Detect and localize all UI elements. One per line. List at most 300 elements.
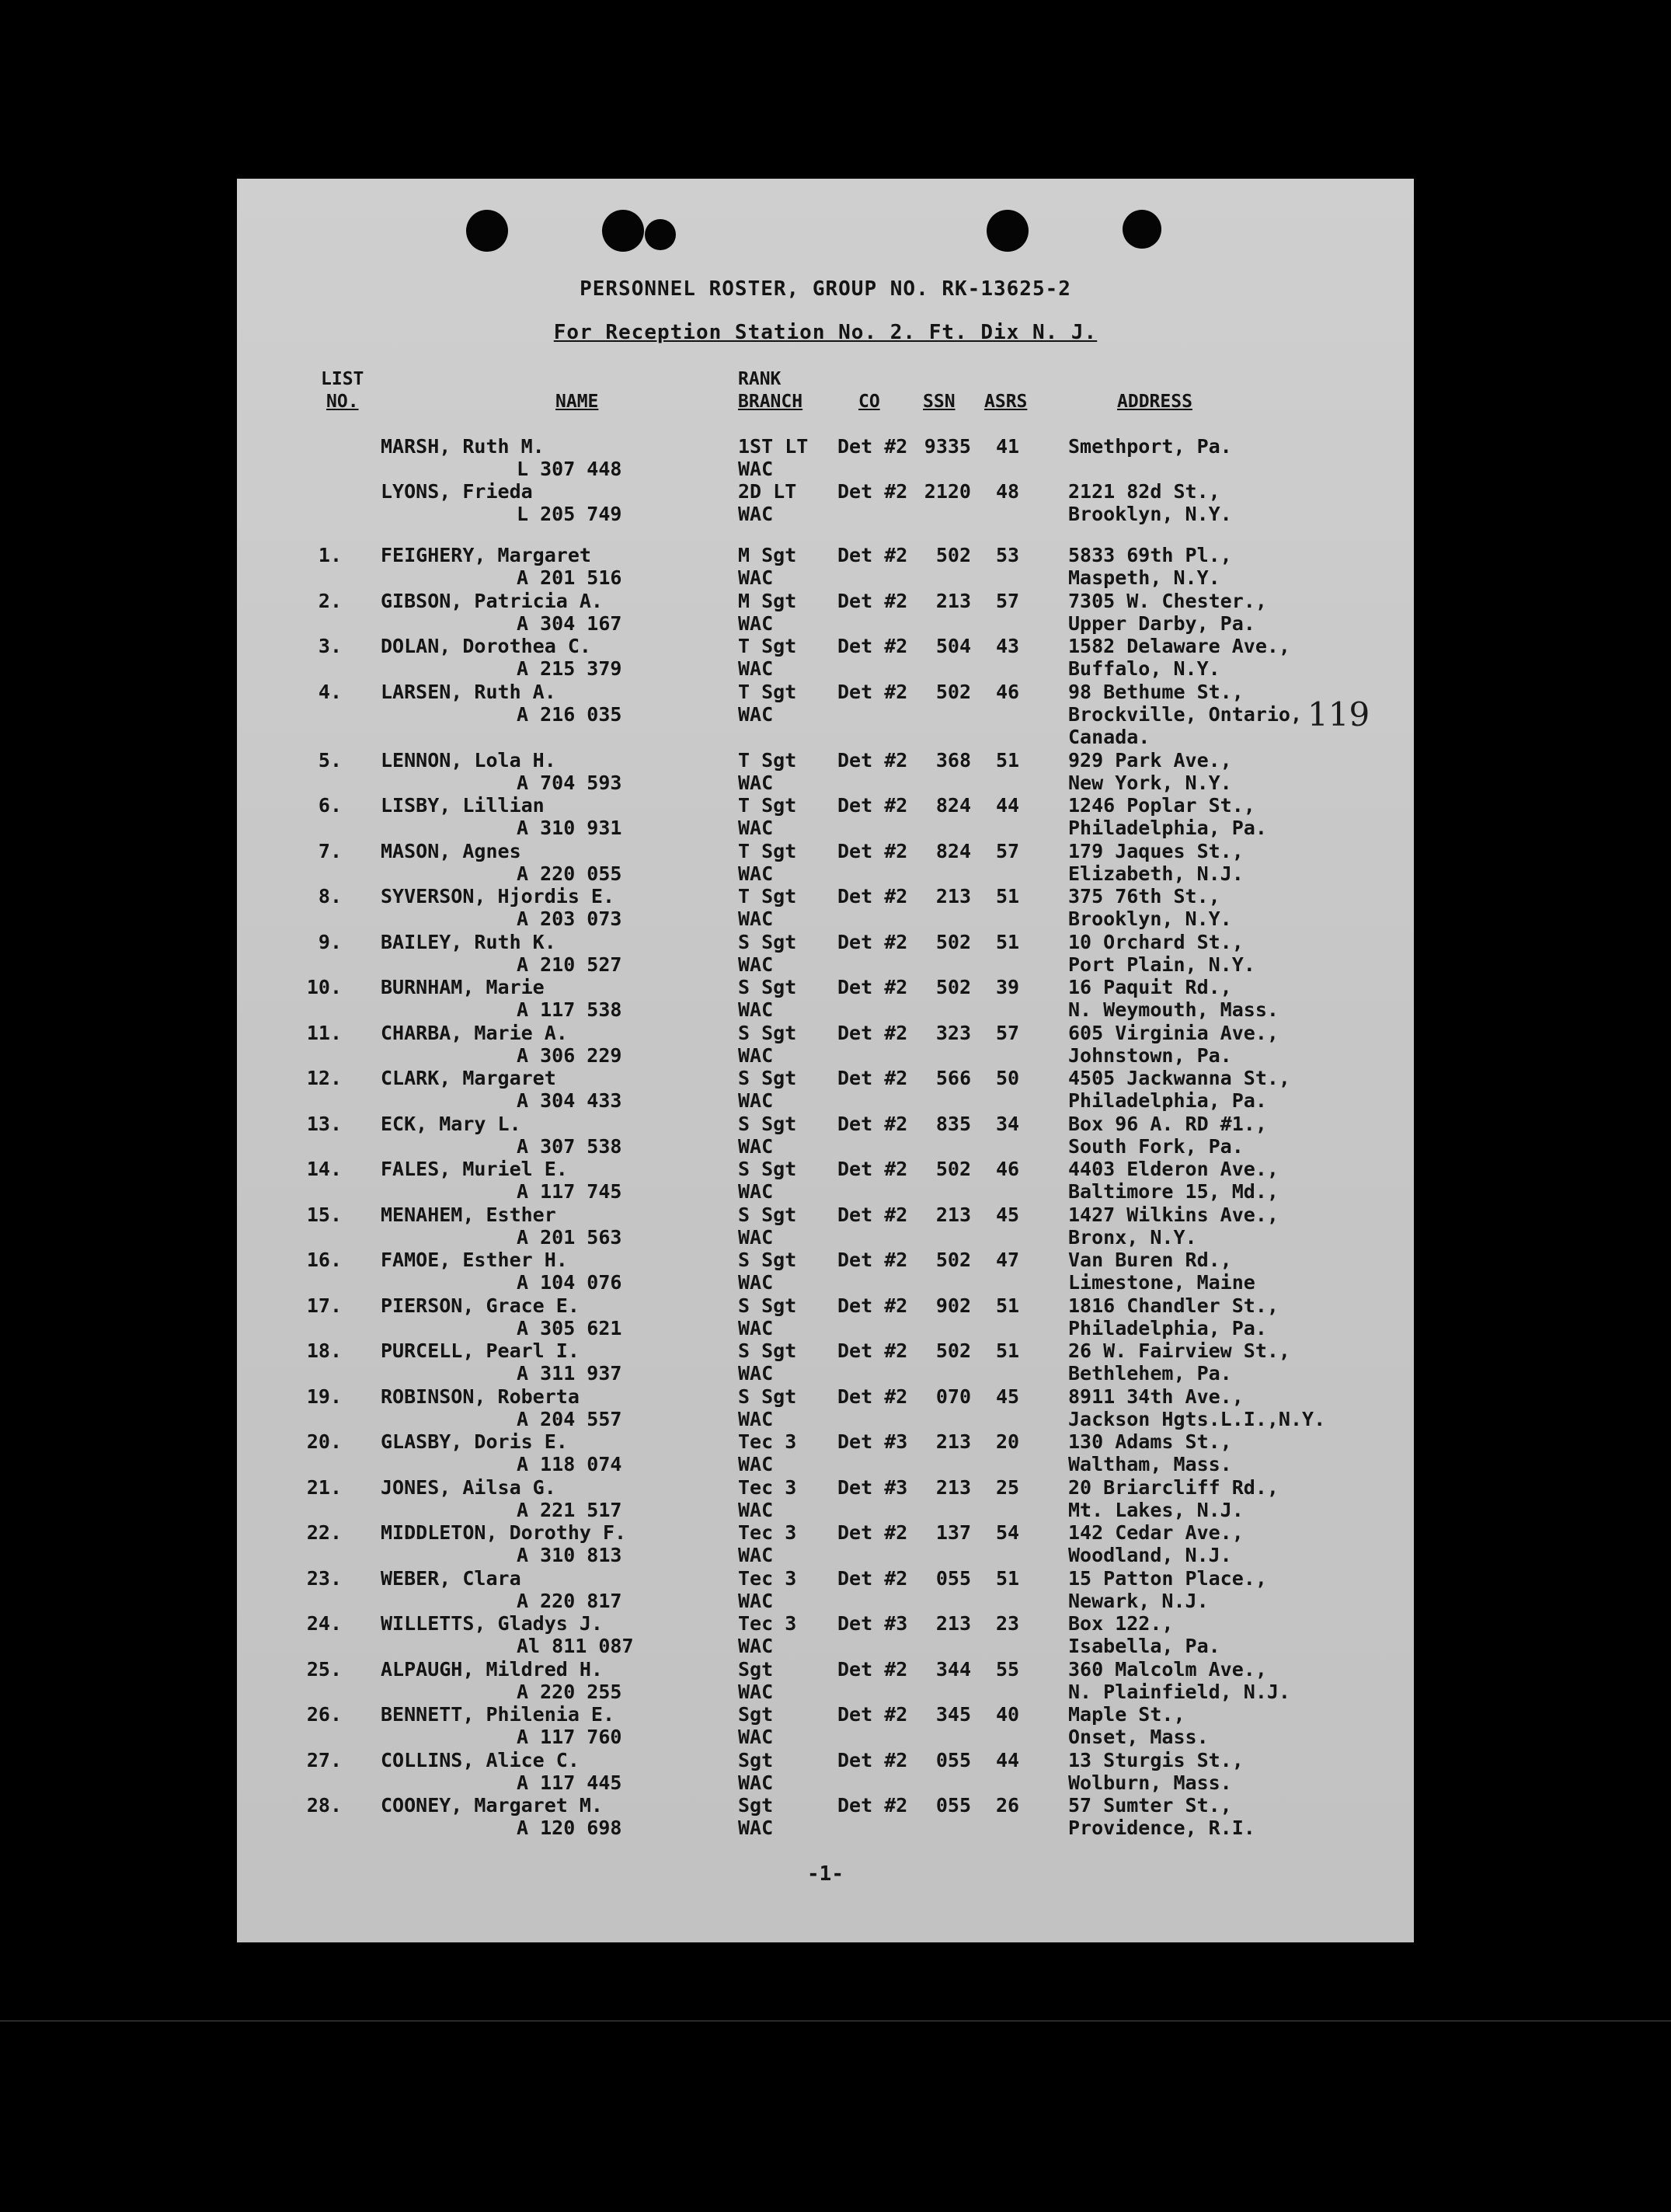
list-number: 11.	[306, 1021, 342, 1044]
rank: 1ST LT	[738, 435, 809, 458]
asrs-score: 46	[996, 1158, 1020, 1180]
company: Det #2	[837, 1294, 908, 1317]
asrs-score: 39	[996, 976, 1020, 998]
serial-number: A 221 517	[517, 1498, 622, 1521]
punch-hole	[466, 210, 508, 252]
address-line-1: 1582 Delaware Ave.,	[1068, 635, 1290, 657]
branch: WAC	[738, 1362, 774, 1385]
roster-row	[237, 1022, 1414, 1067]
serial-number: A 307 538	[517, 1134, 622, 1158]
rank: Tec 3	[738, 1475, 797, 1499]
list-number: 18.	[306, 1339, 342, 1362]
company: Det #2	[837, 976, 908, 998]
ssn: 502	[935, 1339, 971, 1362]
branch: WAC	[738, 1316, 774, 1339]
address-line-1: 130 Adams St.,	[1068, 1430, 1232, 1453]
asrs-score: 41	[996, 435, 1020, 458]
ssn: 070	[935, 1385, 971, 1408]
person-name: ROBINSON, Roberta	[381, 1385, 580, 1408]
serial-number: A 704 593	[517, 771, 622, 794]
serial-number: A 220 055	[517, 862, 622, 885]
company: Det #2	[837, 1703, 908, 1726]
branch: WAC	[738, 702, 774, 726]
person-name: LENNON, Lola H.	[381, 748, 556, 772]
address-line-2: Maspeth, N.Y.	[1068, 566, 1220, 589]
list-number: 24.	[306, 1612, 342, 1635]
punch-hole	[602, 210, 644, 252]
ssn: 213	[935, 1430, 971, 1453]
roster-row	[237, 1113, 1414, 1158]
company: Det #2	[837, 635, 908, 657]
serial-number: L 307 448	[517, 458, 622, 480]
person-name: LISBY, Lillian	[381, 794, 545, 817]
address-line-1: Box 96 A. RD #1.,	[1068, 1112, 1267, 1135]
asrs-score: 51	[996, 1294, 1020, 1317]
address-line-2: Brooklyn, N.Y.	[1068, 503, 1232, 525]
serial-number: A 201 516	[517, 566, 622, 589]
header-name: NAME	[555, 392, 599, 412]
ssn: 055	[935, 1748, 971, 1771]
rank: Tec 3	[738, 1566, 797, 1590]
ssn: 213	[935, 1612, 971, 1635]
header-no: NO.	[326, 392, 359, 412]
asrs-score: 40	[996, 1703, 1020, 1726]
roster-row	[237, 1476, 1414, 1521]
company: Det #2	[837, 435, 908, 458]
address-line-1: Box 122.,	[1068, 1612, 1174, 1635]
rank: T Sgt	[738, 794, 797, 817]
person-name: ECK, Mary L.	[381, 1112, 521, 1135]
header-branch: BRANCH	[738, 392, 803, 412]
branch: WAC	[738, 1771, 774, 1794]
ssn: 502	[935, 1158, 971, 1180]
roster-row	[237, 1339, 1414, 1385]
header-ssn: SSN	[923, 392, 956, 412]
branch: WAC	[738, 458, 774, 480]
roster-row	[237, 931, 1414, 976]
serial-number: A 104 076	[517, 1271, 622, 1294]
address-line-2: New York, N.Y.	[1068, 771, 1232, 794]
list-number: 7.	[318, 839, 342, 862]
branch: WAC	[738, 1225, 774, 1249]
serial-number: A 220 255	[517, 1680, 622, 1703]
list-number: 13.	[306, 1112, 342, 1135]
company: Det #2	[837, 839, 908, 862]
company: Det #2	[837, 1021, 908, 1044]
punch-hole	[645, 219, 676, 250]
person-name: LYONS, Frieda	[381, 480, 533, 503]
roster-row	[237, 1204, 1414, 1249]
ssn: 902	[935, 1294, 971, 1317]
rank: S Sgt	[738, 930, 797, 953]
person-name: MIDDLETON, Dorothy F.	[381, 1521, 627, 1544]
asrs-score: 51	[996, 748, 1020, 772]
rank: M Sgt	[738, 544, 797, 566]
list-number: 19.	[306, 1385, 342, 1408]
person-name: SYVERSON, Hjordis E.	[381, 885, 615, 907]
branch: WAC	[738, 1407, 774, 1430]
serial-number: A 117 745	[517, 1180, 622, 1203]
company: Det #3	[837, 1612, 908, 1635]
roster-row	[237, 976, 1414, 1021]
list-number: 26.	[306, 1703, 342, 1726]
serial-number: A 216 035	[517, 702, 622, 726]
ssn: 368	[935, 748, 971, 772]
address-line-1: 360 Malcolm Ave.,	[1068, 1657, 1267, 1681]
branch: WAC	[738, 1043, 774, 1067]
rank: S Sgt	[738, 1112, 797, 1135]
list-number: 15.	[306, 1203, 342, 1226]
company: Det #2	[837, 589, 908, 612]
person-name: FEIGHERY, Margaret	[381, 544, 591, 566]
rank: S Sgt	[738, 1158, 797, 1180]
address-line-2: Brooklyn, N.Y.	[1068, 907, 1232, 930]
address-line-1: 142 Cedar Ave.,	[1068, 1521, 1244, 1544]
serial-number: A 310 931	[517, 817, 622, 839]
branch: WAC	[738, 1817, 774, 1839]
person-name: GIBSON, Patricia A.	[381, 589, 603, 612]
rank: Sgt	[738, 1794, 774, 1817]
address-line-1: 605 Virginia Ave.,	[1068, 1021, 1279, 1044]
asrs-score: 44	[996, 794, 1020, 817]
person-name: COONEY, Margaret M.	[381, 1794, 603, 1817]
person-name: GLASBY, Doris E.	[381, 1430, 568, 1453]
person-name: MARSH, Ruth M.	[381, 435, 545, 458]
company: Det #2	[837, 1067, 908, 1089]
ssn: 502	[935, 680, 971, 703]
company: Det #2	[837, 1794, 908, 1817]
roster-row	[237, 1567, 1414, 1612]
person-name: LARSEN, Ruth A.	[381, 680, 556, 703]
company: Det #2	[837, 1339, 908, 1362]
address-line-1: 1427 Wilkins Ave.,	[1068, 1203, 1279, 1226]
address-line-2: Wolburn, Mass.	[1068, 1771, 1232, 1794]
roster-row	[237, 1794, 1414, 1839]
company: Det #2	[837, 748, 908, 772]
address-line-2: Philadelphia, Pa.	[1068, 817, 1267, 839]
branch: WAC	[738, 817, 774, 839]
rank: T Sgt	[738, 839, 797, 862]
address-line-2: Port Plain, N.Y.	[1068, 953, 1255, 976]
rank: S Sgt	[738, 1021, 797, 1044]
company: Det #2	[837, 1385, 908, 1408]
address-line-1: 4505 Jackwanna St.,	[1068, 1067, 1290, 1089]
person-name: BENNETT, Philenia E.	[381, 1703, 615, 1726]
address-line-1: 98 Bethume St.,	[1068, 680, 1244, 703]
company: Det #2	[837, 794, 908, 817]
serial-number: Al 811 087	[517, 1635, 634, 1657]
address-line-1: Maple St.,	[1068, 1703, 1185, 1726]
rank: Tec 3	[738, 1521, 797, 1544]
list-number: 3.	[318, 635, 342, 657]
person-name: WILLETTS, Gladys J.	[381, 1612, 603, 1635]
company: Det #2	[837, 1566, 908, 1590]
roster-subtitle: For Reception Station No. 2. Ft. Dix N. J.	[553, 321, 1098, 344]
branch: WAC	[738, 1180, 774, 1203]
address-line-1: 57 Sumter St.,	[1068, 1794, 1232, 1817]
address-line-2: Providence, R.I.	[1068, 1817, 1255, 1839]
header-rank: RANK	[738, 369, 782, 389]
list-number: 21.	[306, 1475, 342, 1499]
serial-number: A 220 817	[517, 1589, 622, 1612]
asrs-score: 20	[996, 1430, 1020, 1453]
company: Det #3	[837, 1430, 908, 1453]
asrs-score: 53	[996, 544, 1020, 566]
serial-number: A 118 074	[517, 1453, 622, 1475]
address-line-2: N. Plainfield, N.J.	[1068, 1680, 1290, 1703]
ssn: 2120	[924, 480, 971, 503]
roster-row	[237, 840, 1414, 885]
person-name: DOLAN, Dorothea C.	[381, 635, 591, 657]
company: Det #2	[837, 885, 908, 907]
serial-number: A 203 073	[517, 907, 622, 930]
branch: WAC	[738, 1726, 774, 1748]
company: Det #2	[837, 1249, 908, 1271]
serial-number: A 210 527	[517, 953, 622, 976]
address-line-2: Philadelphia, Pa.	[1068, 1316, 1267, 1339]
header-list: LIST	[321, 369, 364, 389]
address-line-2: Waltham, Mass.	[1068, 1453, 1232, 1475]
roster-row	[237, 1294, 1414, 1339]
rank: Sgt	[738, 1748, 774, 1771]
person-name: PIERSON, Grace E.	[381, 1294, 580, 1317]
rank: T Sgt	[738, 885, 797, 907]
serial-number: A 215 379	[517, 657, 622, 680]
company: Det #2	[837, 1521, 908, 1544]
list-number: 9.	[318, 930, 342, 953]
person-name: FAMOE, Esther H.	[381, 1249, 568, 1271]
roster-title: PERSONNEL ROSTER, GROUP NO. RK-13625-2	[580, 277, 1071, 301]
address-line-1: Van Buren Rd.,	[1068, 1249, 1232, 1271]
serial-number: A 304 167	[517, 611, 622, 635]
list-number: 28.	[306, 1794, 342, 1817]
serial-number: A 117 760	[517, 1726, 622, 1748]
roster-row	[237, 1749, 1414, 1794]
address-line-1: 7305 W. Chester.,	[1068, 589, 1267, 612]
company: Det #2	[837, 480, 908, 503]
company: Det #2	[837, 1158, 908, 1180]
asrs-score: 43	[996, 635, 1020, 657]
branch: WAC	[738, 1544, 774, 1566]
list-number: 5.	[318, 748, 342, 772]
asrs-score: 25	[996, 1475, 1020, 1499]
list-number: 8.	[318, 885, 342, 907]
address-line-2: Baltimore 15, Md.,	[1068, 1180, 1279, 1203]
company: Det #2	[837, 1748, 908, 1771]
ssn: 566	[935, 1067, 971, 1089]
branch: WAC	[738, 907, 774, 930]
punch-hole	[987, 210, 1029, 252]
serial-number: A 306 229	[517, 1043, 622, 1067]
person-name: CLARK, Margaret	[381, 1067, 556, 1089]
address-line-2: Limestone, Maine	[1068, 1271, 1255, 1294]
ssn: 137	[935, 1521, 971, 1544]
roster-row	[237, 749, 1414, 794]
company: Det #2	[837, 1112, 908, 1135]
ssn: 323	[935, 1021, 971, 1044]
address-line-1: 1246 Poplar St.,	[1068, 794, 1255, 817]
rank: S Sgt	[738, 1203, 797, 1226]
list-number: 4.	[318, 680, 342, 703]
branch: WAC	[738, 1635, 774, 1657]
asrs-score: 57	[996, 839, 1020, 862]
roster-row	[237, 480, 1414, 525]
ssn: 344	[935, 1657, 971, 1681]
address-line-1: 20 Briarcliff Rd.,	[1068, 1475, 1279, 1499]
address-line-1: Smethport, Pa.	[1068, 435, 1232, 458]
address-line-2: Isabella, Pa.	[1068, 1635, 1220, 1657]
list-number: 10.	[306, 976, 342, 998]
address-line-2: Buffalo, N.Y.	[1068, 657, 1220, 680]
address-line-1: 8911 34th Ave.,	[1068, 1385, 1244, 1408]
list-number: 27.	[306, 1748, 342, 1771]
film-edge-line	[0, 2020, 1671, 2022]
serial-number: A 120 698	[517, 1817, 622, 1839]
branch: WAC	[738, 1271, 774, 1294]
company: Det #2	[837, 544, 908, 566]
address-line-1: 26 W. Fairview St.,	[1068, 1339, 1290, 1362]
rank: T Sgt	[738, 748, 797, 772]
branch: WAC	[738, 657, 774, 680]
ssn: 055	[935, 1566, 971, 1590]
list-number: 12.	[306, 1067, 342, 1089]
address-line-2: Woodland, N.J.	[1068, 1544, 1232, 1566]
roster-row	[237, 590, 1414, 635]
address-line-1: 16 Paquit Rd.,	[1068, 976, 1232, 998]
roster-row	[237, 435, 1414, 480]
ssn: 502	[935, 930, 971, 953]
company: Det #3	[837, 1475, 908, 1499]
person-name: WEBER, Clara	[381, 1566, 521, 1590]
ssn: 213	[935, 1203, 971, 1226]
ssn: 213	[935, 1475, 971, 1499]
document-page	[237, 179, 1414, 1942]
address-line-1: 4403 Elderon Ave.,	[1068, 1158, 1279, 1180]
asrs-score: 51	[996, 1339, 1020, 1362]
asrs-score: 51	[996, 930, 1020, 953]
roster-row	[237, 635, 1414, 680]
asrs-score: 57	[996, 589, 1020, 612]
serial-number: A 117 445	[517, 1771, 622, 1794]
address-line-2: Mt. Lakes, N.J.	[1068, 1498, 1244, 1521]
asrs-score: 55	[996, 1657, 1020, 1681]
asrs-score: 44	[996, 1748, 1020, 1771]
address-line-1: 179 Jaques St.,	[1068, 839, 1244, 862]
address-line-1: 5833 69th Pl.,	[1068, 544, 1232, 566]
ssn: 502	[935, 544, 971, 566]
roster-row	[237, 1067, 1414, 1112]
ssn: 345	[935, 1703, 971, 1726]
address-line-3: Canada.	[1068, 725, 1151, 748]
rank: Tec 3	[738, 1430, 797, 1453]
rank: 2D LT	[738, 480, 797, 503]
branch: WAC	[738, 771, 774, 794]
address-line-2: N. Weymouth, Mass.	[1068, 998, 1279, 1021]
person-name: FALES, Muriel E.	[381, 1158, 568, 1180]
roster-row	[237, 544, 1414, 589]
address-line-2: Bronx, N.Y.	[1068, 1225, 1197, 1249]
asrs-score: 48	[996, 480, 1020, 503]
asrs-score: 54	[996, 1521, 1020, 1544]
address-line-1: 15 Patton Place.,	[1068, 1566, 1267, 1590]
person-name: MASON, Agnes	[381, 839, 521, 862]
ssn: 502	[935, 976, 971, 998]
roster-row	[237, 1658, 1414, 1703]
list-number: 20.	[306, 1430, 342, 1453]
branch: WAC	[738, 611, 774, 635]
asrs-score: 45	[996, 1203, 1020, 1226]
header-address: ADDRESS	[1117, 392, 1192, 412]
list-number: 22.	[306, 1521, 342, 1544]
list-number: 23.	[306, 1566, 342, 1590]
rank: M Sgt	[738, 589, 797, 612]
serial-number: A 305 621	[517, 1316, 622, 1339]
serial-number: A 117 538	[517, 998, 622, 1021]
rank: S Sgt	[738, 976, 797, 998]
rank: Tec 3	[738, 1612, 797, 1635]
branch: WAC	[738, 1134, 774, 1158]
person-name: CHARBA, Marie A.	[381, 1021, 568, 1044]
branch: WAC	[738, 953, 774, 976]
asrs-score: 23	[996, 1612, 1020, 1635]
address-line-1: 10 Orchard St.,	[1068, 930, 1244, 953]
ssn: 835	[935, 1112, 971, 1135]
rank: S Sgt	[738, 1339, 797, 1362]
address-line-2: South Fork, Pa.	[1068, 1134, 1244, 1158]
ssn: 502	[935, 1249, 971, 1271]
list-number: 2.	[318, 589, 342, 612]
list-number: 17.	[306, 1294, 342, 1317]
roster-row	[237, 1158, 1414, 1203]
asrs-score: 46	[996, 680, 1020, 703]
branch: WAC	[738, 1589, 774, 1612]
ssn: 055	[935, 1794, 971, 1817]
asrs-score: 45	[996, 1385, 1020, 1408]
handwritten-number: 119	[1307, 695, 1370, 733]
company: Det #2	[837, 1657, 908, 1681]
roster-row	[237, 1703, 1414, 1748]
page-number: -1-	[807, 1862, 844, 1886]
list-number: 14.	[306, 1158, 342, 1180]
address-line-1: 1816 Chandler St.,	[1068, 1294, 1279, 1317]
ssn: 213	[935, 589, 971, 612]
asrs-score: 50	[996, 1067, 1020, 1089]
asrs-score: 26	[996, 1794, 1020, 1817]
asrs-score: 34	[996, 1112, 1020, 1135]
person-name: BURNHAM, Marie	[381, 976, 545, 998]
address-line-2: Philadelphia, Pa.	[1068, 1089, 1267, 1112]
address-line-1: 2121 82d St.,	[1068, 480, 1220, 503]
list-number: 25.	[306, 1657, 342, 1681]
roster-row	[237, 1612, 1414, 1657]
address-line-2: Upper Darby, Pa.	[1068, 611, 1255, 635]
list-number: 1.	[318, 544, 342, 566]
serial-number: A 304 433	[517, 1089, 622, 1112]
roster-row	[237, 1430, 1414, 1475]
rank: S Sgt	[738, 1249, 797, 1271]
address-line-2: Onset, Mass.	[1068, 1726, 1209, 1748]
address-line-2: Johnstown, Pa.	[1068, 1043, 1232, 1067]
address-line-2: Jackson Hgts.L.I.,N.Y.	[1068, 1407, 1326, 1430]
address-line-2: Newark, N.J.	[1068, 1589, 1209, 1612]
branch: WAC	[738, 862, 774, 885]
rank: S Sgt	[738, 1294, 797, 1317]
address-line-2: Elizabeth, N.J.	[1068, 862, 1244, 885]
ssn: 213	[935, 885, 971, 907]
person-name: PURCELL, Pearl I.	[381, 1339, 580, 1362]
person-name: BAILEY, Ruth K.	[381, 930, 556, 953]
person-name: COLLINS, Alice C.	[381, 1748, 580, 1771]
